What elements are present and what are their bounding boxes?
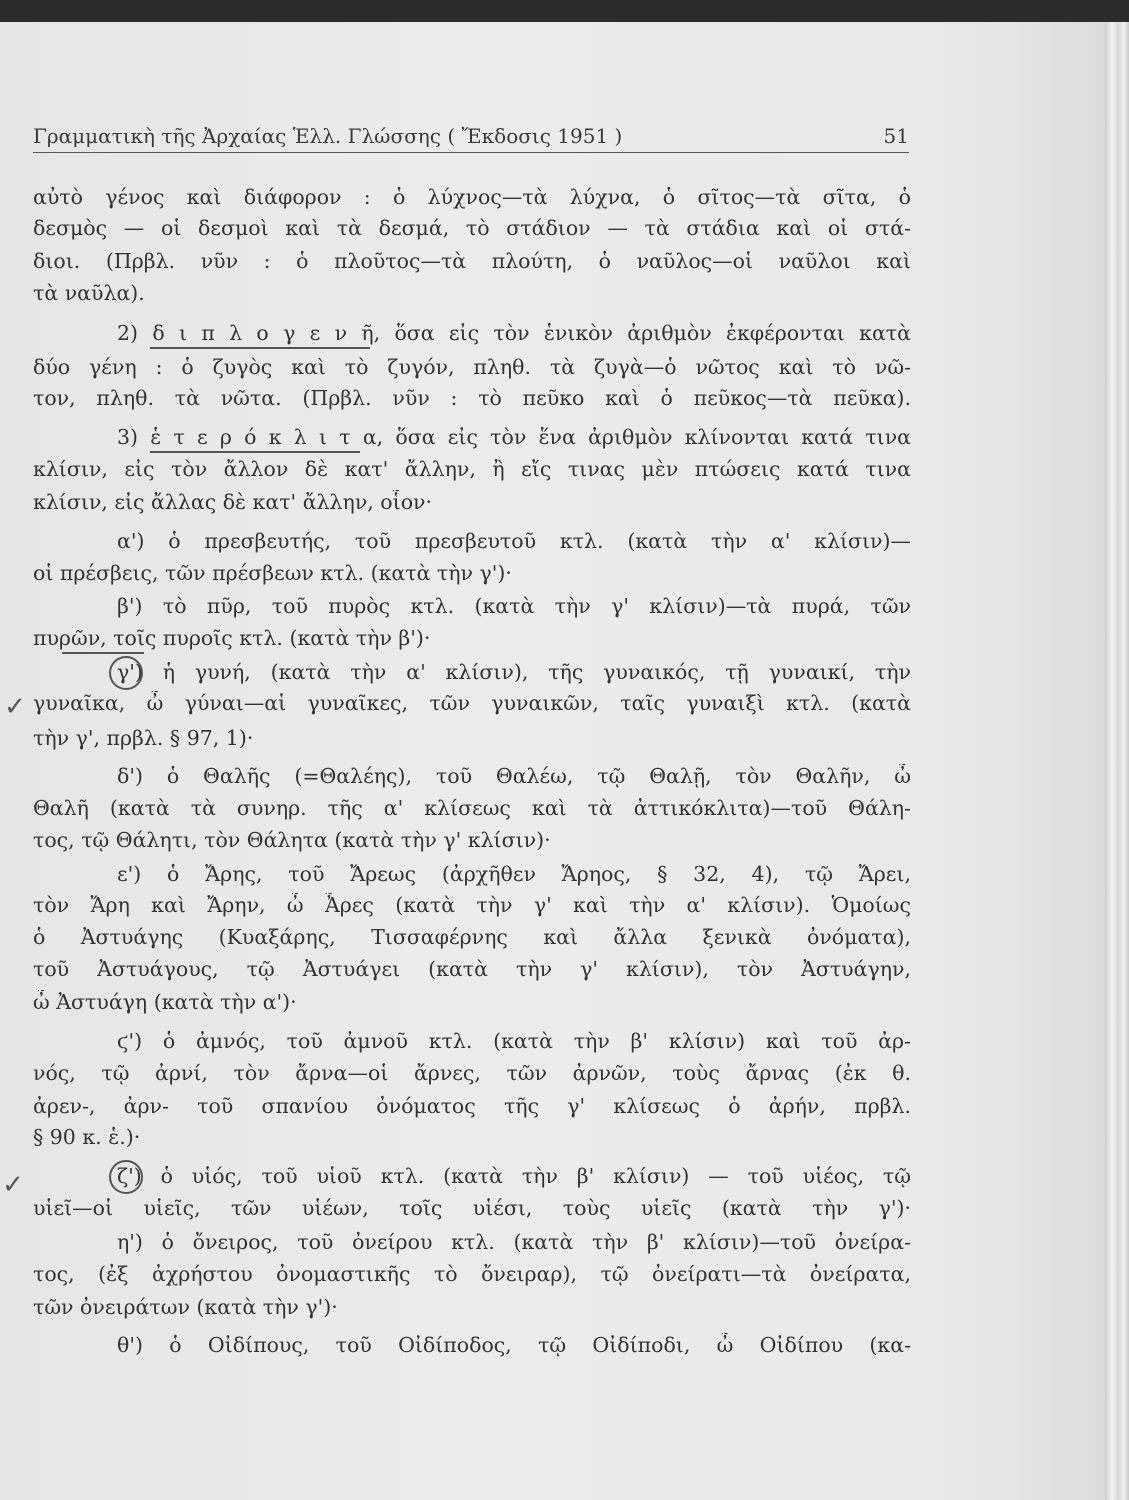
text-line: ζ') ὁ υἱός, τοῦ υἱοῦ κτλ. (κατὰ τὴν β' κλίσιν) — τοῦ υἱέος, τῷ — [117, 1164, 911, 1188]
running-header — [33, 118, 909, 153]
handwritten-circle — [109, 1160, 143, 1194]
text-line: τος, (ἐξ ἀχρήστου ὀνομαστικῆς τὸ ὄνειραρ), τῷ ὀνείρατι—τὰ ὀνείρατα, — [33, 1262, 911, 1286]
text-line: 3) ἑ τ ε ρ ό κ λ ι τ α, ὅσα εἰς τὸν ἕνα ἀριθμὸν κλίνονται κατά τινα — [117, 425, 911, 449]
text-line: αὐτὸ γένος καὶ διάφορον : ὁ λύχνος—τὰ λύχνα, ὁ σῖτος—τὰ σῖτα, ὁ — [33, 185, 911, 209]
page-edge-stack — [1105, 22, 1129, 1500]
text-line: κλίσιν, εἰς ἄλλας δὲ κατ' ἄλλην, οἷον· — [33, 490, 433, 514]
handwritten-circle — [109, 656, 143, 690]
text-line: υἱεῖ—οἱ υἱεῖς, τῶν υἱέων, τοῖς υἱέσι, τοὺς υἱεῖς (κατὰ τὴν γ')· — [33, 1196, 911, 1220]
text-line: 2) δ ι π λ ο γ ε ν ῆ, ὅσα εἰς τὸν ἑνικὸν ἀριθμὸν ἐκφέρονται κατὰ — [117, 321, 911, 345]
text-line: κλίσιν, εἰς τὸν ἄλλον δὲ κατ' ἄλλην, ἢ εἴς τινας μὲν πτώσεις κατά τινα — [33, 457, 911, 481]
text-line: ϛ') ὁ ἀμνός, τοῦ ἀμνοῦ κτλ. (κατὰ τὴν β' κλίσιν) καὶ τοῦ ἀρ- — [117, 1029, 911, 1053]
text-line: τοῦ Ἀστυάγους, τῷ Ἀστυάγει (κατὰ τὴν γ' κλίσιν), τὸν Ἀστυάγην, — [33, 957, 911, 981]
text-line: τὴν γ', πρβλ. § 97, 1)· — [33, 726, 254, 750]
text-line: γυναῖκα, ὦ γύναι—αἱ γυναῖκες, τῶν γυναικῶν, ταῖς γυναιξὶ κτλ. (κατὰ — [33, 691, 911, 715]
check-mark-icon: ✓ — [2, 1170, 24, 1200]
page-number: 51 — [883, 124, 909, 148]
text-line: ὁ Ἀστυάγης (Κυαξάρης, Τισσαφέρνης καὶ ἄλλα ξενικὰ ὀνόματα), — [33, 925, 911, 949]
text-line: θ') ὁ Οἰδίπους, τοῦ Οἰδίποδος, τῷ Οἰδίποδι, ὦ Οἰδίπου (κα- — [117, 1333, 911, 1357]
text-line: τον, πληθ. τὰ νῶτα. (Πρβλ. νῦν : τὸ πεῦκο καὶ ὁ πεῦκος—τὰ πεῦκα). — [33, 386, 911, 410]
text-line: δύο γένη : ὁ ζυγὸς καὶ τὸ ζυγόν, πληθ. τὰ ζυγὰ—ὁ νῶτος καὶ τὸ νῶ- — [33, 355, 911, 379]
text-line: νός, τῷ ἀρνί, τὸν ἄρνα—οἱ ἄρνες, τῶν ἀρνῶν, τοὺς ἄρνας (ἐκ θ. — [33, 1061, 911, 1085]
text-line: δ') ὁ Θαλῆς (=Θαλέης), τοῦ Θαλέω, τῷ Θαλῇ, τὸν Θαλῆν, ὦ — [117, 764, 911, 788]
text-line: Θαλῆ (κατὰ τὰ συνηρ. τῆς α' κλίσεως καὶ τὰ ἀττικόκλιτα)—τοῦ Θάλη- — [33, 796, 911, 820]
text-line: § 90 κ. ἑ.)· — [33, 1125, 141, 1149]
text-line: γ') ἡ γυνή, (κατὰ τὴν α' κλίσιν), τῆς γυναικός, τῇ γυναικί, τὴν — [117, 660, 911, 684]
text-line: α') ὁ πρεσβευτής, τοῦ πρεσβευτοῦ κτλ. (κατὰ τὴν α' κλίσιν)— — [117, 529, 911, 553]
text-line: ἀρεν-, ἀρν- τοῦ σπανίου ὀνόματος τῆς γ' κλίσεως ὁ ἀρήν, πρβλ. — [33, 1094, 911, 1118]
header-title: Γραμματικὴ τῆς Ἀρχαίας Ἑλλ. Γλώσσης ( Ἔκδοσις 1951 ) — [33, 124, 623, 148]
text-line: δεσμὸς — οἱ δεσμοὶ καὶ τὰ δεσμά, τὸ στάδιον — τὰ στάδια καὶ οἱ στά- — [33, 216, 911, 240]
text-line: διοι. (Πρβλ. νῦν : ὁ πλοῦτος—τὰ πλούτη, ὁ ναῦλος—οἱ ναῦλοι καὶ — [33, 249, 911, 273]
text-line: ε') ὁ Ἄρης, τοῦ Ἄρεως (ἀρχῆθεν Ἄρηος, § 32, 4), τῷ Ἄρει, — [117, 862, 911, 886]
text-line: η') ὁ ὄνειρος, τοῦ ὀνείρου κτλ. (κατὰ τὴν β' κλίσιν)—τοῦ ὀνείρα- — [117, 1230, 911, 1254]
text-line: ὦ Ἀστυάγη (κατὰ τὴν α')· — [33, 990, 297, 1014]
text-line: τῶν ὀνειράτων (κατὰ τὴν γ')· — [33, 1295, 338, 1319]
text-line: οἱ πρέσβεις, τῶν πρέσβεων κτλ. (κατὰ τὴν γ')· — [33, 561, 512, 585]
text-line: β') τὸ πῦρ, τοῦ πυρὸς κτλ. (κατὰ τὴν γ' κλίσιν)—τὰ πυρά, τῶν — [117, 594, 911, 618]
text-line: τὰ ναῦλα). — [33, 281, 145, 305]
handwritten-underline — [150, 451, 360, 453]
text-line: τὸν Ἄρη καὶ Ἄρην, ὦ Ἆρες (κατὰ τὴν γ' καὶ τὴν α' κλίσιν). Ὁμοίως — [33, 893, 911, 917]
handwritten-underline — [62, 652, 144, 654]
text-line: τος, τῷ Θάλητι, τὸν Θάλητα (κατὰ τὴν γ' κλίσιν)· — [33, 828, 551, 852]
check-mark-icon: ✓ — [4, 692, 26, 722]
text-line: πυρῶν, τοῖς πυροῖς κτλ. (κατὰ τὴν β')· — [33, 626, 431, 650]
handwritten-underline — [150, 347, 370, 349]
